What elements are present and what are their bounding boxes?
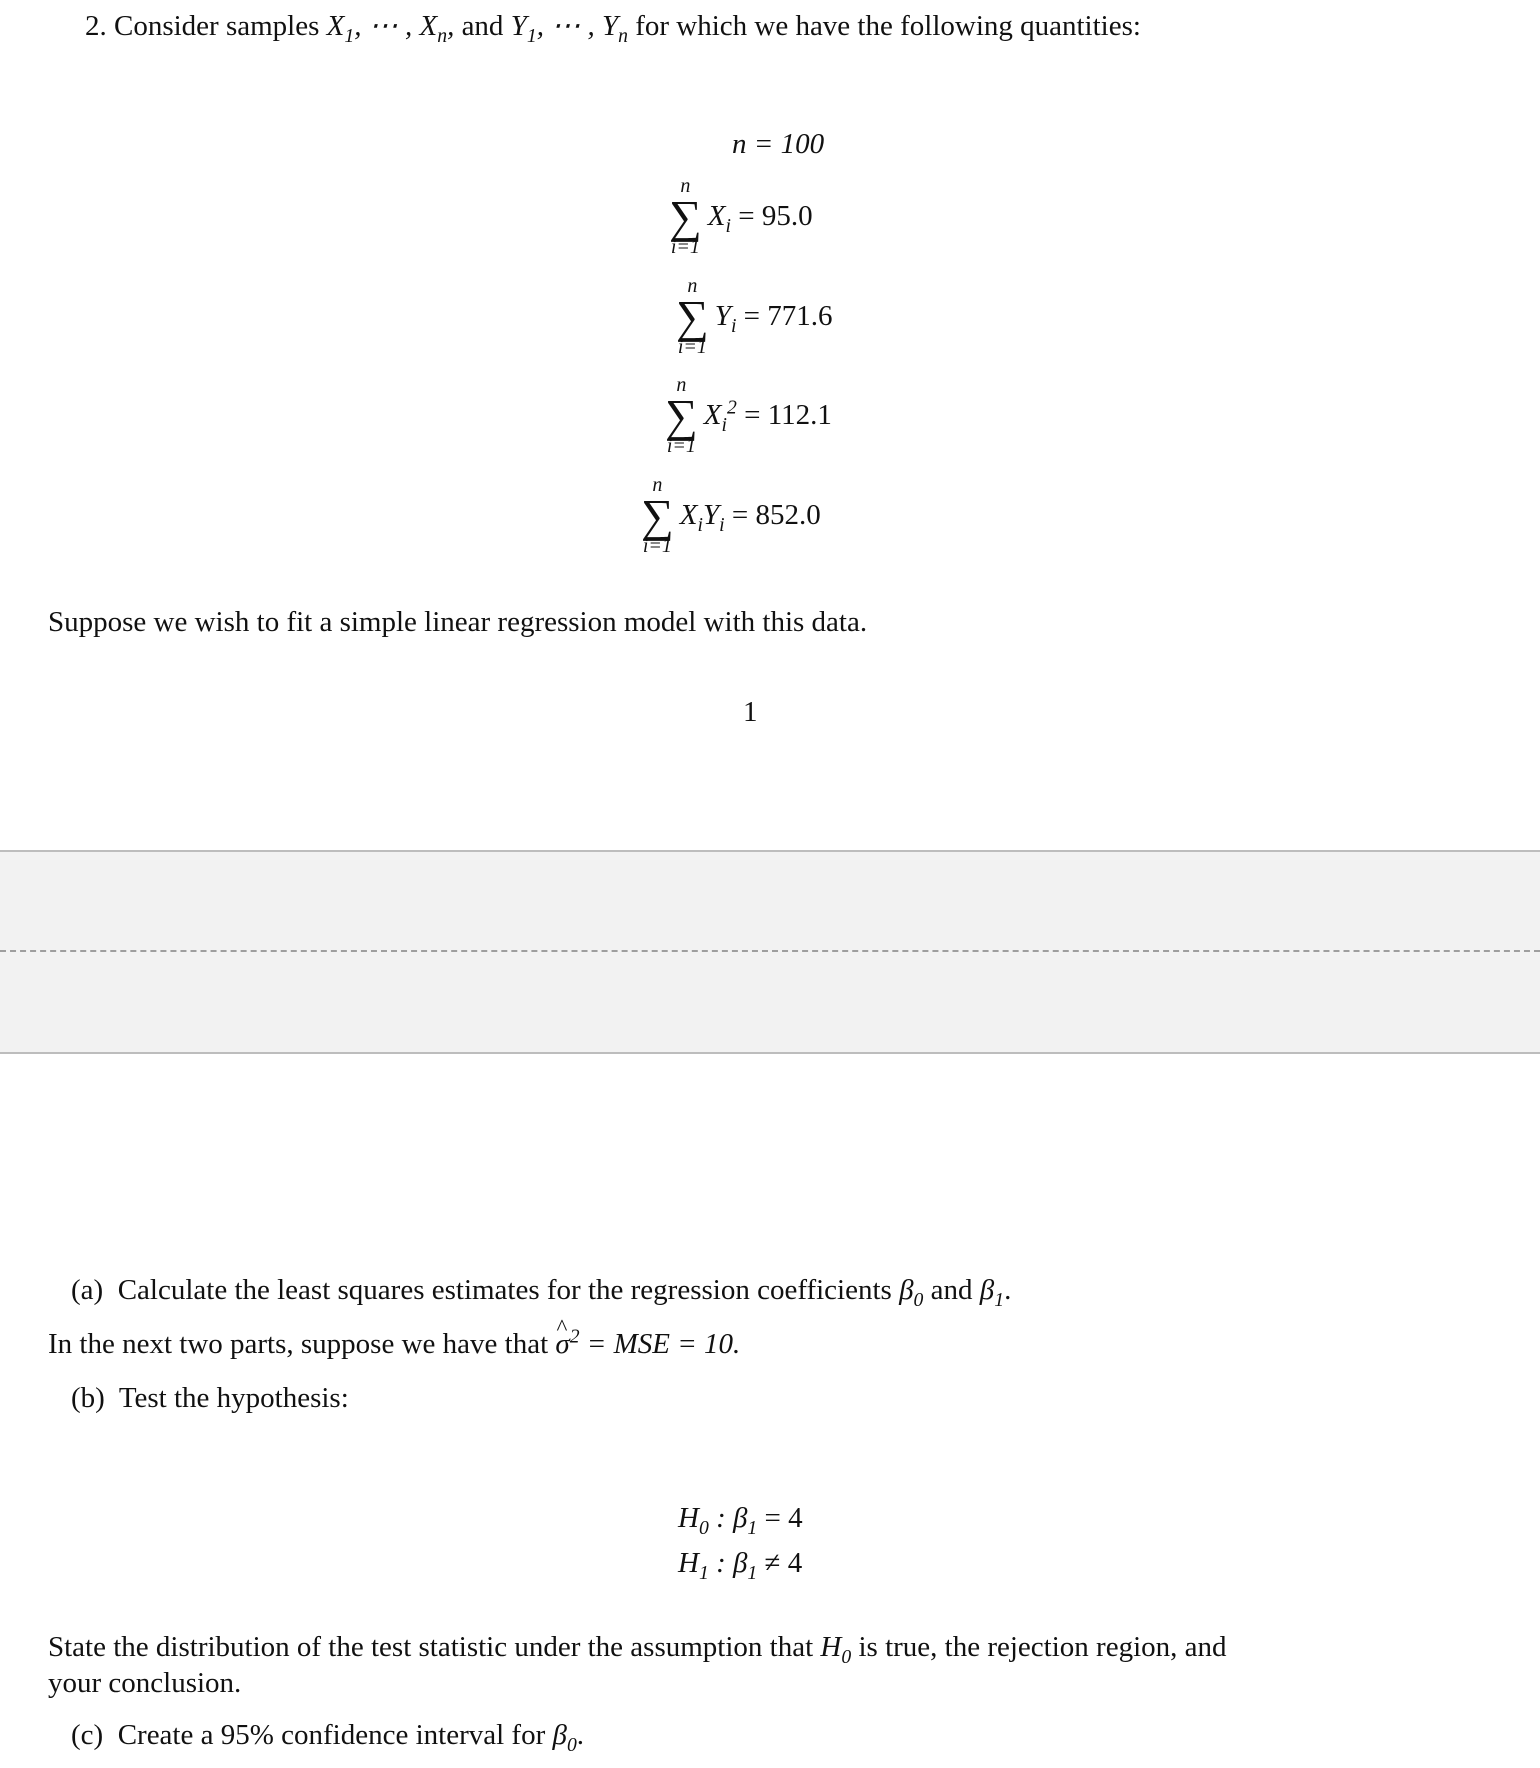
x-sequence: $X_1$, ⋯ , $X_n$,	[326, 10, 455, 47]
sum-term-x: $X_i$	[707, 200, 731, 237]
sum-lower-limit: i=1	[670, 236, 700, 259]
problem-intro	[85, 8, 1141, 47]
sigma-icon: ∑	[676, 291, 709, 342]
hypothesis-h0: $H_0$ : $\beta_1 = 4$	[678, 1502, 803, 1539]
intro-prefix: 2. Consider samples	[85, 10, 320, 42]
state-distribution-line1	[48, 1631, 1227, 1668]
beta0-symbol: $\beta_0$	[552, 1719, 577, 1756]
sum-x-value: = 95.0	[738, 200, 813, 233]
page-separator	[0, 850, 1540, 1054]
n-equation: n = 100	[732, 128, 825, 160]
sum-upper-limit: n	[676, 374, 687, 396]
sum-xy-value: = 852.0	[731, 499, 821, 532]
sum-xy-row	[641, 475, 821, 556]
next-prefix: In the next two parts, suppose we have that	[48, 1328, 549, 1360]
summation-symbol	[665, 375, 698, 456]
sum-term-x-squared: $X_i^2$	[703, 396, 737, 436]
state-distribution-line2: your conclusion.	[48, 1667, 242, 1699]
sum-lower-limit: i=1	[642, 535, 672, 558]
part-a-label: (a)	[71, 1274, 104, 1306]
part-a-text: Calculate the least squares estimates for the regression coefficients	[117, 1274, 892, 1306]
sum-x2-value: = 112.1	[744, 399, 832, 432]
beta1-symbol: $\beta_1$	[979, 1274, 1005, 1311]
part-b-label: (b)	[71, 1382, 105, 1414]
sum-lower-limit: i=1	[677, 336, 707, 359]
sum-upper-limit: n	[652, 474, 663, 496]
sum-y-row	[676, 276, 833, 357]
sum-term-xy: $X_iY_i$	[679, 499, 725, 536]
sum-lower-limit: i=1	[666, 435, 696, 458]
sum-upper-limit: n	[680, 175, 691, 197]
hypothesis-h1: $H_1$ : $\beta_1 \ne 4$	[678, 1547, 803, 1584]
summation-symbol	[641, 475, 674, 556]
part-c: (c) Create a 95% confidence interval for $\beta_0$.	[71, 1719, 585, 1756]
mse-equation: = MSE = 10.	[586, 1328, 741, 1360]
beta0-symbol: $\beta_0$	[899, 1274, 924, 1311]
sigma-hat-squared: ^ $\sigma^2$	[555, 1328, 579, 1360]
h0-symbol: $H_0$	[820, 1631, 852, 1668]
sigma-icon: ∑	[665, 390, 698, 441]
h0-equation: = 4	[764, 1502, 803, 1534]
sum-y-value: = 771.6	[743, 300, 833, 333]
sum-x-row	[669, 176, 813, 257]
sum-upper-limit: n	[687, 275, 698, 297]
state-line1-pre: State the distribution of the test statistic under the assumption that	[48, 1631, 814, 1663]
part-b-text: Test the hypothesis:	[118, 1382, 349, 1414]
h1-equation: ≠ 4	[764, 1547, 803, 1579]
part-c-text: Create a 95% confidence interval for	[117, 1719, 546, 1751]
part-a-and: and	[930, 1274, 973, 1306]
sigma-icon: ∑	[641, 490, 674, 541]
sum-x2-row	[665, 375, 832, 456]
part-a: (a) Calculate the least squares estimates for the regression coefficients $\beta_0$ and $\beta_1$.	[71, 1274, 1012, 1311]
page-break-line	[0, 950, 1540, 952]
state-line1-post: is true, the rejection region, and	[858, 1631, 1227, 1663]
part-c-label: (c)	[71, 1719, 104, 1751]
page-number: 1	[743, 696, 758, 728]
suppose-text: Suppose we wish to fit a simple linear regression model with this data.	[48, 606, 868, 638]
intro-and: and	[461, 10, 504, 42]
summation-symbol	[676, 276, 709, 357]
mse-assumption	[48, 1325, 741, 1361]
y-sequence: $Y_1$, ⋯ , $Y_n$	[510, 10, 628, 47]
summation-symbol	[669, 176, 702, 257]
sum-term-y: $Y_i$	[714, 300, 737, 337]
part-b	[71, 1382, 349, 1415]
sigma-icon: ∑	[669, 191, 702, 242]
intro-suffix: for which we have the following quantities:	[635, 10, 1141, 42]
